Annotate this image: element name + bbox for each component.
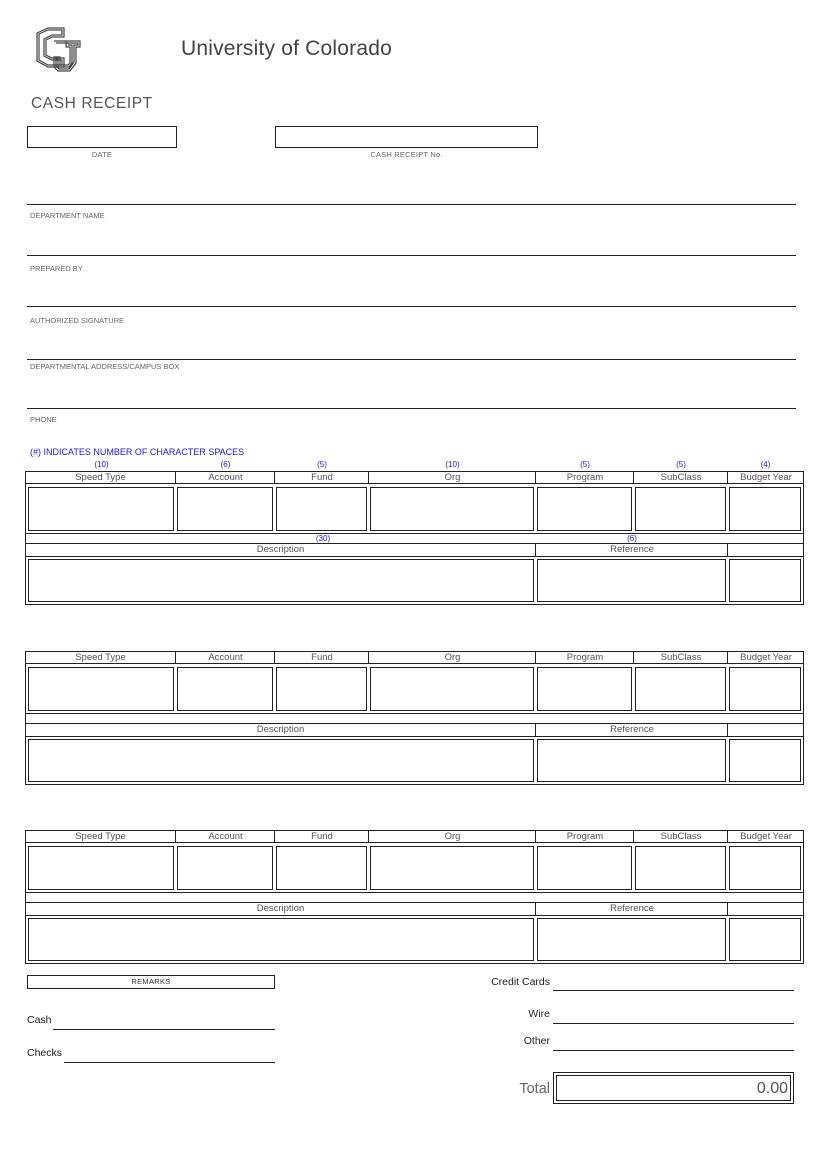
entry-block-2 — [25, 651, 804, 785]
reference-input[interactable] — [537, 918, 726, 961]
description-chars: (30) — [315, 534, 331, 543]
org-input[interactable] — [370, 487, 534, 531]
cash-label: Cash — [27, 1014, 52, 1026]
speed-type-header: Speed Type — [75, 472, 126, 483]
speed-type-header: Speed Type — [75, 652, 126, 663]
authorized-signature-field[interactable] — [27, 306, 796, 307]
fund-input[interactable] — [276, 846, 367, 890]
date-label: DATE — [91, 150, 113, 159]
description-input[interactable] — [28, 739, 534, 782]
department-name-label: DEPARTMENT NAME — [30, 211, 105, 220]
other-label: Other — [523, 1035, 550, 1047]
extra-input[interactable] — [729, 918, 801, 961]
budget-year-header: Budget Year — [740, 652, 792, 663]
budget-year-header: Budget Year — [740, 831, 792, 842]
entry-block-1 — [25, 471, 804, 605]
program-header: Program — [566, 652, 604, 663]
program-input[interactable] — [537, 667, 632, 711]
receipt-number-input[interactable] — [275, 126, 538, 148]
university-name: University of Colorado — [181, 37, 392, 60]
subclass-header: SubClass — [660, 472, 702, 483]
budget-year-input[interactable] — [729, 667, 801, 711]
fund-header: Fund — [311, 472, 333, 483]
description-header: Description — [256, 724, 305, 735]
account-header: Account — [208, 831, 243, 842]
speed-type-input[interactable] — [28, 487, 174, 531]
program-header: Program — [566, 831, 604, 842]
credit-cards-label: Credit Cards — [491, 976, 550, 988]
department-address-field[interactable] — [27, 359, 796, 360]
subclass-header: SubClass — [660, 652, 702, 663]
form-title: CASH RECEIPT — [31, 95, 153, 112]
character-spaces-note: (#) INDICATES NUMBER OF CHARACTER SPACES — [30, 447, 245, 457]
date-input[interactable] — [27, 126, 177, 148]
receipt-number-label: CASH RECEIPT No. — [370, 150, 443, 159]
remarks-label: REMARKS — [131, 977, 171, 986]
checks-field[interactable] — [64, 1062, 275, 1063]
speed-type-chars: (10) — [94, 460, 109, 469]
reference-header: Reference — [610, 724, 654, 735]
speed-type-input[interactable] — [28, 667, 174, 711]
org-input[interactable] — [370, 846, 534, 890]
org-chars: (10) — [445, 460, 460, 469]
subclass-input[interactable] — [635, 487, 726, 531]
account-input[interactable] — [177, 846, 273, 890]
account-header: Account — [208, 652, 243, 663]
fund-input[interactable] — [276, 667, 367, 711]
program-input[interactable] — [537, 846, 632, 890]
subclass-input[interactable] — [635, 846, 726, 890]
entry-block-3 — [25, 830, 804, 964]
program-header: Program — [566, 472, 604, 483]
org-header: Org — [444, 831, 461, 842]
org-input[interactable] — [370, 667, 534, 711]
wire-field[interactable] — [553, 1023, 794, 1024]
extra-input[interactable] — [729, 559, 801, 602]
cash-field[interactable] — [53, 1029, 275, 1030]
program-chars: (5) — [580, 460, 590, 469]
prepared-by-field[interactable] — [27, 255, 796, 256]
cu-logo-icon — [34, 27, 82, 73]
subclass-input[interactable] — [635, 667, 726, 711]
fund-header: Fund — [311, 831, 333, 842]
reference-input[interactable] — [537, 559, 726, 602]
checks-label: Checks — [27, 1047, 63, 1059]
speed-type-header: Speed Type — [75, 831, 126, 842]
subclass-header: SubClass — [660, 831, 702, 842]
wire-label: Wire — [528, 1008, 550, 1020]
account-input[interactable] — [177, 487, 273, 531]
phone-field[interactable] — [27, 408, 796, 409]
org-header: Org — [444, 472, 461, 483]
description-input[interactable] — [28, 918, 534, 961]
subclass-chars: (5) — [676, 460, 686, 469]
phone-label: PHONE — [30, 415, 57, 424]
total-label: Total — [519, 1081, 550, 1097]
total-box[interactable] — [553, 1072, 794, 1104]
authorized-signature-label: AUTHORIZED SIGNATURE — [30, 316, 125, 325]
budget-year-chars: (4) — [760, 460, 771, 469]
reference-chars: (6) — [627, 534, 637, 543]
reference-header: Reference — [610, 903, 654, 914]
budget-year-input[interactable] — [729, 846, 801, 890]
extra-input[interactable] — [729, 739, 801, 782]
prepared-by-label: PREPARED BY — [30, 264, 83, 273]
account-header: Account — [208, 472, 243, 483]
department-address-label: DEPARTMENTAL ADDRESS/CAMPUS BOX — [30, 362, 180, 371]
account-chars: (6) — [220, 460, 231, 469]
credit-cards-field[interactable] — [553, 990, 794, 991]
budget-year-input[interactable] — [729, 487, 801, 531]
account-input[interactable] — [177, 667, 273, 711]
fund-chars: (5) — [317, 460, 327, 469]
total-value: 0.00 — [756, 1080, 788, 1097]
description-header: Description — [256, 544, 305, 555]
reference-header: Reference — [610, 544, 654, 555]
department-name-field[interactable] — [27, 204, 796, 205]
description-input[interactable] — [28, 559, 534, 602]
fund-header: Fund — [311, 652, 333, 663]
reference-input[interactable] — [537, 739, 726, 782]
budget-year-header: Budget Year — [740, 472, 792, 483]
remarks-box[interactable] — [27, 975, 275, 989]
speed-type-input[interactable] — [28, 846, 174, 890]
fund-input[interactable] — [276, 487, 367, 531]
program-input[interactable] — [537, 487, 632, 531]
description-header: Description — [256, 903, 305, 914]
org-header: Org — [444, 652, 461, 663]
other-field[interactable] — [553, 1050, 794, 1051]
